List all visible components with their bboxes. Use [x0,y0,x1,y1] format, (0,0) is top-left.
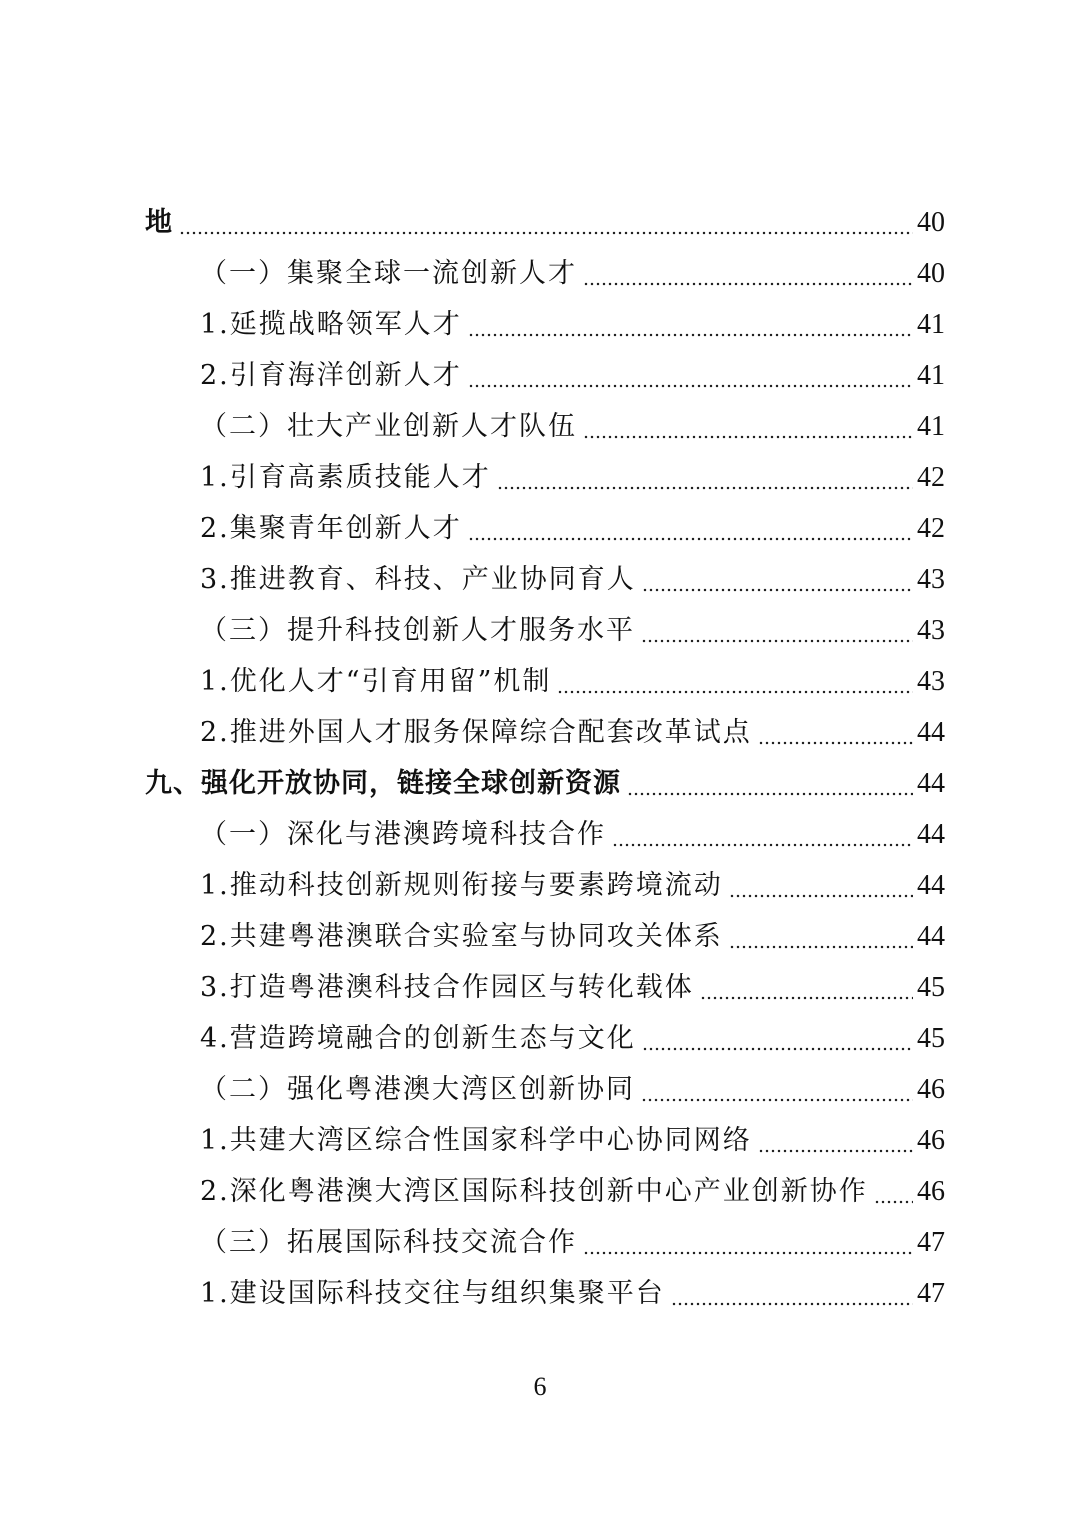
toc-entry-page: 41 [917,309,945,340]
toc-entry-title: 2.共建粤港澳联合实验室与协同攻关体系 [200,921,723,952]
toc-entry[interactable] [0,1064,1080,1115]
toc-entry-page: 42 [917,462,945,493]
toc-entry[interactable] [0,860,1080,911]
dot-leader [583,413,913,440]
toc-entry[interactable] [0,299,1080,350]
toc-entry-page: 44 [917,717,945,748]
dot-leader [583,260,913,287]
dot-leader [583,1229,913,1256]
dot-leader [468,362,913,389]
toc-entry[interactable] [0,809,1080,860]
toc-entry-title: （一）集聚全球一流创新人才 [200,258,577,289]
toc-entry[interactable] [0,554,1080,605]
toc-entry-title: 3.打造粤港澳科技合作园区与转化载体 [200,972,694,1003]
toc-entry-title: 2.集聚青年创新人才 [200,513,462,544]
dot-leader [700,974,913,1001]
toc-entry-title: 3.推进教育、科技、产业协同育人 [200,564,636,595]
toc-entry[interactable] [0,758,1080,809]
toc-entry[interactable] [0,452,1080,503]
dot-leader [179,209,913,236]
toc-entry-page: 47 [917,1278,945,1309]
toc-entry-page: 42 [917,513,945,544]
dot-leader [468,311,913,338]
dot-leader [671,1280,913,1307]
toc-entry-title: 九、强化开放协同，链接全球创新资源 [145,768,621,799]
toc-entry[interactable] [0,707,1080,758]
dot-leader [758,1127,913,1154]
toc-entry-title: 1.优化人才“引育用留”机制 [200,666,552,697]
dot-leader [641,617,913,644]
toc-entry[interactable] [0,911,1080,962]
dot-leader [874,1178,913,1205]
toc-entry[interactable] [0,248,1080,299]
toc-entry-page: 44 [917,819,945,850]
toc-entry[interactable] [0,1013,1080,1064]
toc-entry-title: 1.共建大湾区综合性国家科学中心协同网络 [200,1125,752,1156]
toc-entry-page: 41 [917,360,945,391]
toc-entry[interactable] [0,605,1080,656]
toc-entry[interactable] [0,1166,1080,1217]
toc-entry[interactable] [0,1268,1080,1319]
toc-entry-page: 40 [917,207,945,238]
toc-entry[interactable] [0,503,1080,554]
toc-entry-page: 46 [917,1125,945,1156]
toc-entry-title: （三）拓展国际科技交流合作 [200,1227,577,1258]
toc-entry-title: （二）壮大产业创新人才队伍 [200,411,577,442]
page-number: 6 [533,1372,547,1401]
toc-entry[interactable] [0,350,1080,401]
dot-leader [642,1025,913,1052]
toc-entry-page: 47 [917,1227,945,1258]
toc-entry-page: 43 [917,615,945,646]
toc-entry-title: 1.引育高素质技能人才 [200,462,491,493]
toc-entry-page: 44 [917,921,945,952]
toc-entry[interactable] [0,656,1080,707]
toc-entry-title: 4.营造跨境融合的创新生态与文化 [200,1023,636,1054]
toc-entry-title: 2.引育海洋创新人才 [200,360,462,391]
dot-leader [557,668,913,695]
toc-entry-title: 1.推动科技创新规则衔接与要素跨境流动 [200,870,723,901]
toc-entry-page: 46 [917,1074,945,1105]
toc-entry-title: 地 [145,207,173,238]
dot-leader [729,923,913,950]
toc-entry[interactable] [0,401,1080,452]
toc-entry-title: 1.延揽战略领军人才 [200,309,462,340]
toc-entry-page: 45 [917,1023,945,1054]
toc-entry-title: 2.推进外国人才服务保障综合配套改革试点 [200,717,752,748]
dot-leader [468,515,913,542]
table-of-contents [0,197,1080,1319]
dot-leader [612,821,913,848]
toc-entry-page: 45 [917,972,945,1003]
toc-entry-title: （二）强化粤港澳大湾区创新协同 [200,1074,635,1105]
dot-leader [497,464,913,491]
dot-leader [641,1076,913,1103]
toc-entry[interactable] [0,1115,1080,1166]
toc-entry-page: 43 [917,564,945,595]
toc-entry[interactable] [0,197,1080,248]
toc-entry-page: 44 [917,768,945,799]
toc-entry-page: 44 [917,870,945,901]
toc-entry-page: 43 [917,666,945,697]
dot-leader [729,872,913,899]
dot-leader [627,770,913,797]
toc-entry-title: （三）提升科技创新人才服务水平 [200,615,635,646]
toc-entry[interactable] [0,1217,1080,1268]
toc-entry-page: 40 [917,258,945,289]
toc-entry-page: 41 [917,411,945,442]
toc-entry-page: 46 [917,1176,945,1207]
toc-entry[interactable] [0,962,1080,1013]
toc-entry-title: （一）深化与港澳跨境科技合作 [200,819,606,850]
toc-entry-title: 2.深化粤港澳大湾区国际科技创新中心产业创新协作 [200,1176,868,1207]
dot-leader [758,719,913,746]
dot-leader [642,566,913,593]
toc-entry-title: 1.建设国际科技交往与组织集聚平台 [200,1278,665,1309]
